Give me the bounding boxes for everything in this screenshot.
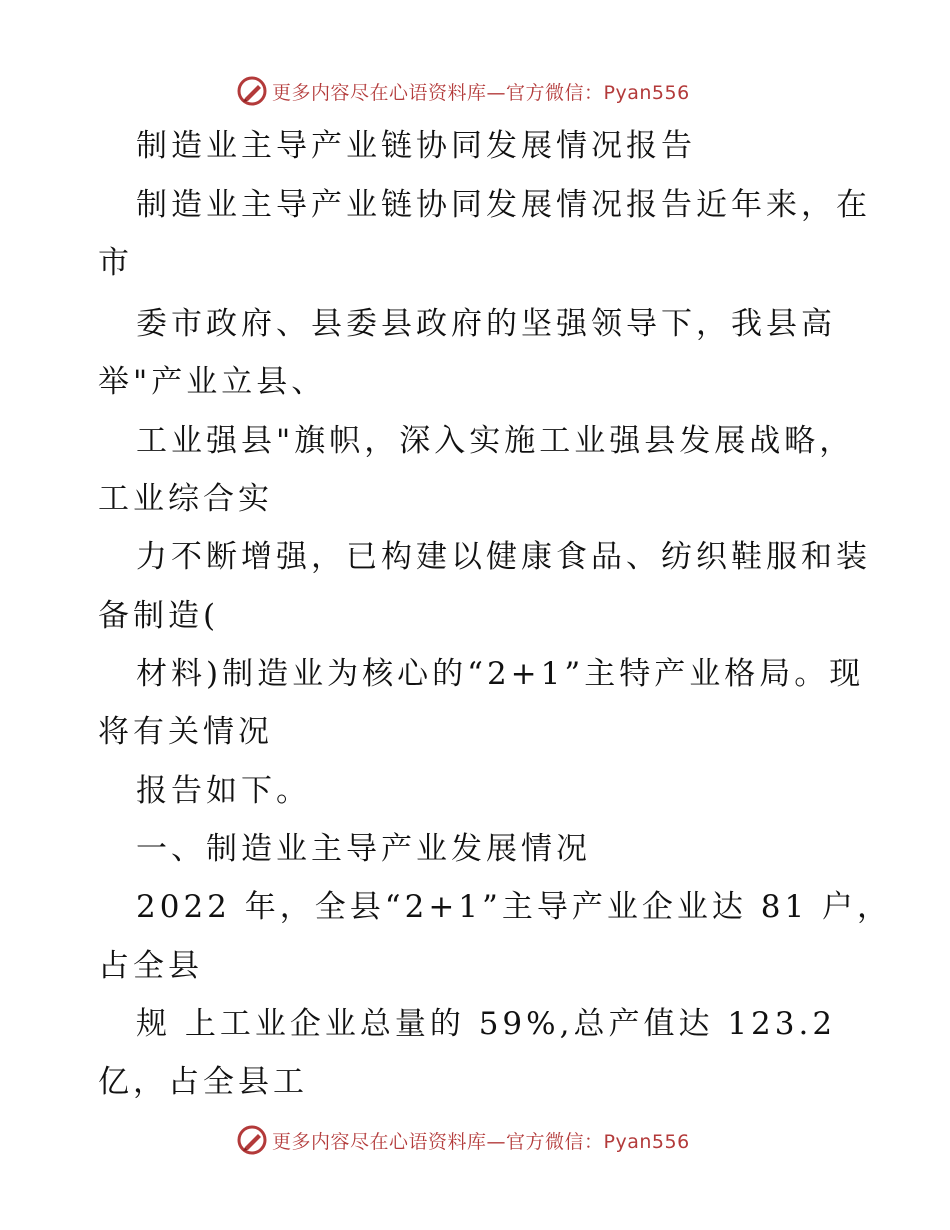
paragraph-line: 2022 年，全县“2+1”主导产业企业达 81 户， — [136, 889, 893, 925]
paragraph-line: 工业强县"旗帜，深入实施工业强县发展战略， — [136, 423, 855, 459]
paragraph-line: 制造业主导产业链协同发展情况报告近年来，在 — [136, 187, 871, 223]
paragraph-line: 工业综合实 — [98, 481, 273, 517]
footer-watermark — [236, 1123, 690, 1157]
watermark-text: 更多内容尽在心语资料库—官方微信：Pyan556 — [272, 81, 690, 104]
pen-circle-logo — [236, 1124, 268, 1156]
document-title: 制造业主导产业链协同发展情况报告 — [136, 128, 696, 164]
paragraph-line: 力不断增强，已构建以健康食品、纺织鞋服和装 — [136, 539, 871, 575]
paragraph-line: 亿，占全县工 — [98, 1064, 308, 1100]
paragraph-line: 备制造( — [98, 598, 220, 634]
paragraph-line: 举"产业立县、 — [98, 364, 327, 400]
paragraph-line: 报告如下。 — [136, 773, 311, 809]
watermark-text: 更多内容尽在心语资料库—官方微信：Pyan556 — [272, 1130, 690, 1153]
paragraph-line: 市 — [98, 245, 133, 281]
paragraph-line: 规 上工业企业总量的 59%,总产值达 123.2 — [136, 1006, 837, 1042]
paragraph-line: 委市政府、县委县政府的坚强领导下，我县高 — [136, 306, 836, 342]
paragraph-line: 占全县 — [98, 948, 203, 984]
paragraph-line: 将有关情况 — [98, 714, 273, 750]
section-heading: 一、制造业主导产业发展情况 — [136, 831, 591, 867]
paragraph-line: 材料)制造业为核心的“2+1”主特产业格局。现 — [136, 656, 865, 692]
